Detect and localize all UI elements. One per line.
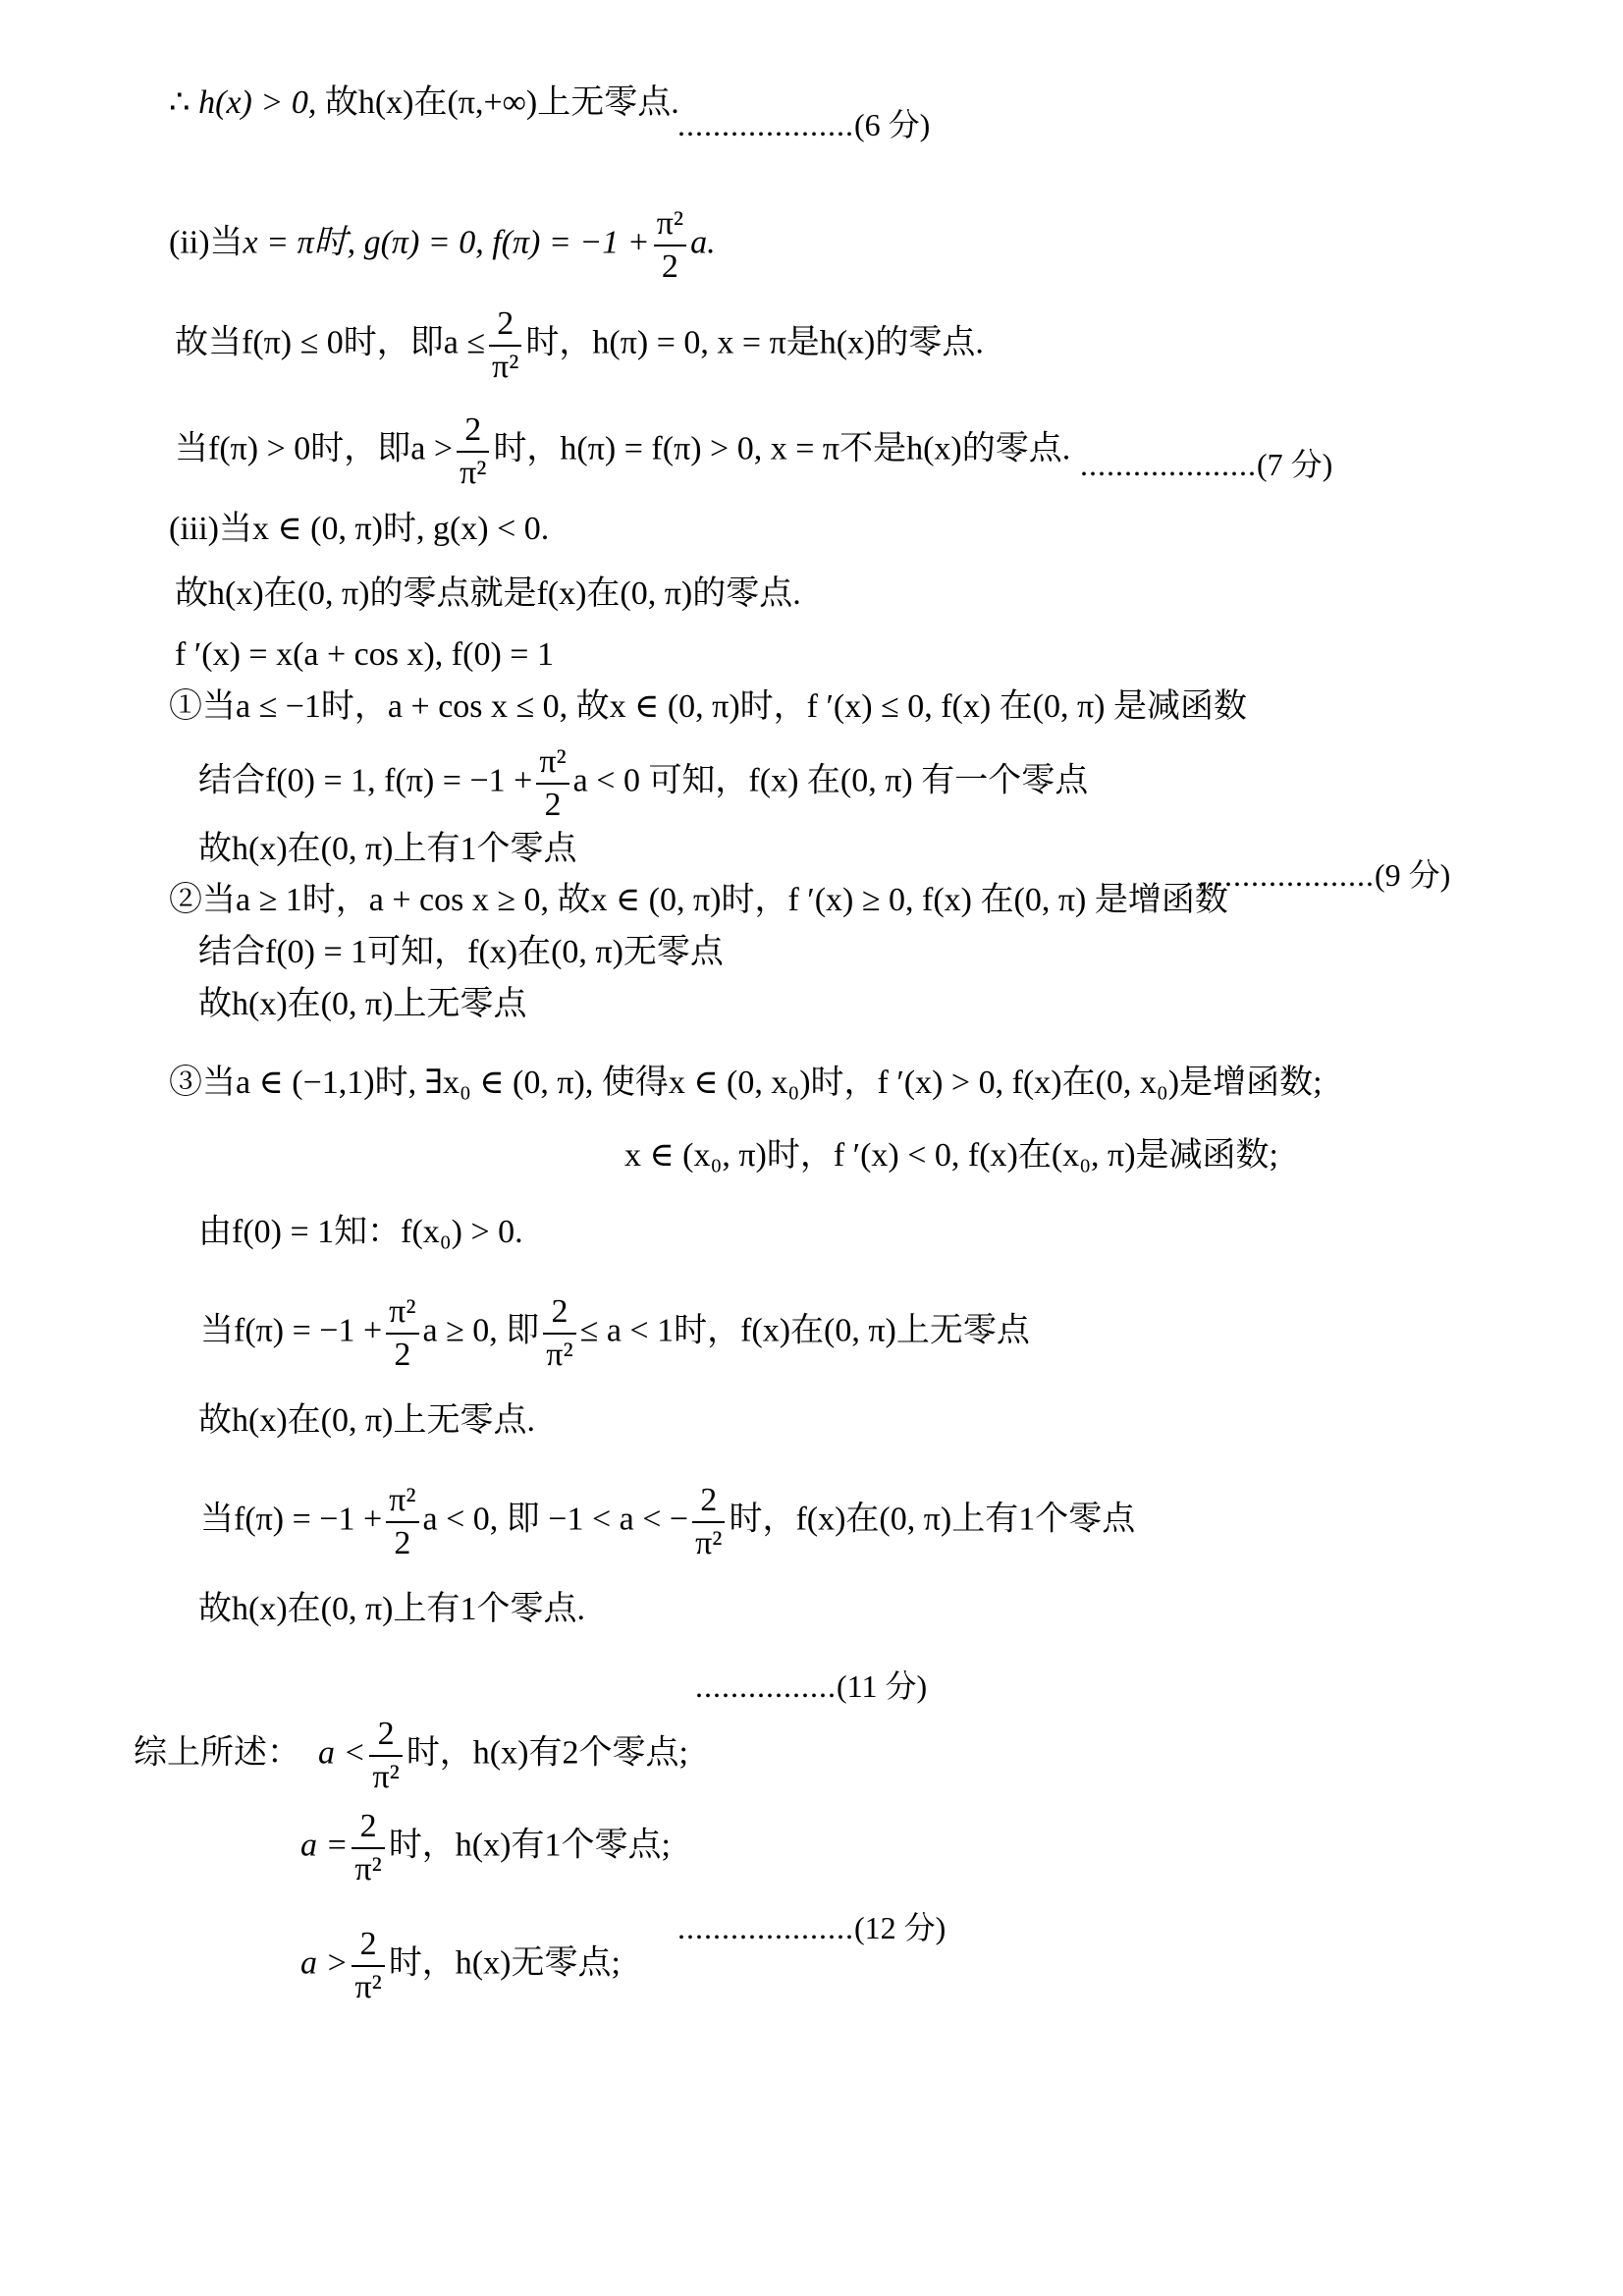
line-f-pi-nonpositive: 故当f(π) ≤ 0时，即a ≤ $\frac{2}{\text{π²}}$ 时，h(π) = 0, x = π是h(x)的零点. <box>175 305 984 385</box>
fraction: $\frac{2}{\text{π²}}$ <box>457 412 489 490</box>
line-case-2: ②当a ≥ 1时，a + cos x ≥ 0, 故x ∈ (0, π)时，f ′(x) ≥ 0, f(x) 在(0, π) 是增函数 <box>169 882 1228 918</box>
fraction: $\frac{\text{π²}}{2}$ <box>654 206 686 284</box>
fraction: $\frac{\text{π²}}{2}$ <box>386 1483 418 1560</box>
therefore-symbol: ∴ <box>169 84 199 121</box>
text-no-zero-pi-inf: 故h(x)在(π,+∞)上无零点. <box>324 84 679 121</box>
fraction: $\frac{2}{\text{π²}}$ <box>352 1809 384 1886</box>
line-f-pi-positive: 当f(π) > 0时，即a > $\frac{2}{\text{π²}}$ 时，h(π) = f(π) > 0, x = π不是h(x)的零点. <box>175 411 1071 491</box>
fraction: $\frac{2}{\text{π²}}$ <box>369 1717 402 1794</box>
line-derivative: f ′(x) = x(a + cos x), f(0) = 1 <box>175 636 554 673</box>
line-case-iii: (iii)当x ∈ (0, π)时, g(x) < 0. <box>169 511 550 547</box>
line-case-1-result: 故h(x)在(0, π)上有1个零点 <box>198 831 577 867</box>
line-case-3b: 当f(π) = −1 + $\frac{\text{π²}}{2}$ a < 0, 即 −1 < a < − $\frac{2}{\text{π²}}$ 时，f(x)在(0, π)上有1个零点 <box>200 1482 1136 1561</box>
line-case-1: ①当a ≤ −1时，a + cos x ≤ 0, 故x ∈ (0, π)时，f ′(x) ≤ 0, f(x) 在(0, π) 是减函数 <box>169 688 1247 725</box>
line-summary-3: a > $\frac{2}{\text{π²}}$ 时，h(x)无零点; <box>300 1926 621 2005</box>
line-case-2-combine: 结合f(0) = 1可知，f(x)在(0, π)无零点 <box>198 934 724 970</box>
line-case-ii: (ii)当x = π时, g(π) = 0, f(π) = −1 + $\frac{\text{π²}}{2}$ a. <box>169 205 716 285</box>
fraction: $\frac{\text{π²}}{2}$ <box>536 744 568 822</box>
score-11: ................(11 分) <box>695 1668 928 1704</box>
score-7: ....................(7 分) <box>1080 447 1333 482</box>
line-case-2-result: 故h(x)在(0, π)上无零点 <box>198 986 527 1022</box>
line-summary-1: 综上所述： a < $\frac{2}{\text{π²}}$ 时，h(x)有2个零点; <box>134 1716 688 1795</box>
line-zero-equivalence: 故h(x)在(0, π)的零点就是f(x)在(0, π)的零点. <box>175 575 801 612</box>
fraction: $\frac{2}{\text{π²}}$ <box>692 1483 725 1560</box>
fraction: $\frac{2}{\text{π²}}$ <box>489 306 521 384</box>
fraction: $\frac{\text{π²}}{2}$ <box>386 1294 418 1372</box>
line-case-1-combine: 结合f(0) = 1, f(π) = −1 + $\frac{\text{π²}}{2}$ a < 0 可知，f(x) 在(0, π) 有一个零点 <box>198 743 1089 823</box>
summary-label: 综上所述： <box>134 1734 300 1772</box>
line-case-3a: 当f(π) = −1 + $\frac{\text{π²}}{2}$ a ≥ 0, 即 $\frac{2}{\text{π²}}$ ≤ a < 1时，f(x)在(0, π)上无零点 <box>200 1293 1030 1373</box>
line-summary-2: a = $\frac{2}{\text{π²}}$ 时，h(x)有1个零点; <box>300 1808 671 1887</box>
line-h-positive <box>169 86 679 120</box>
score-6: ....................(6 分) <box>677 107 931 142</box>
fraction: $\frac{2}{\text{π²}}$ <box>352 1927 384 2004</box>
line-case-3a-result: 故h(x)在(0, π)上无零点. <box>198 1402 535 1439</box>
line-case-3-decreasing: x ∈ (x₀, π)时，f ′(x) < 0, f(x)在(x₀, π)是减函数; <box>624 1137 1278 1174</box>
line-case-3: ③当a ∈ (−1,1)时, ∃x₀ ∈ (0, π), 使得x ∈ (0, x₀)时，f ′(x) > 0, f(x)在(0, x₀)是增函数; <box>169 1065 1323 1101</box>
line-case-3b-result: 故h(x)在(0, π)上有1个零点. <box>198 1591 585 1627</box>
line-f-x0-positive: 由f(0) = 1知：f(x₀) > 0. <box>198 1214 523 1250</box>
score-12: ....................(12 分) <box>677 1910 947 1945</box>
math-h-positive: h(x) > 0, <box>198 84 325 121</box>
score-9: ....................(9 分) <box>1198 857 1451 893</box>
fraction: $\frac{2}{\text{π²}}$ <box>543 1294 575 1372</box>
